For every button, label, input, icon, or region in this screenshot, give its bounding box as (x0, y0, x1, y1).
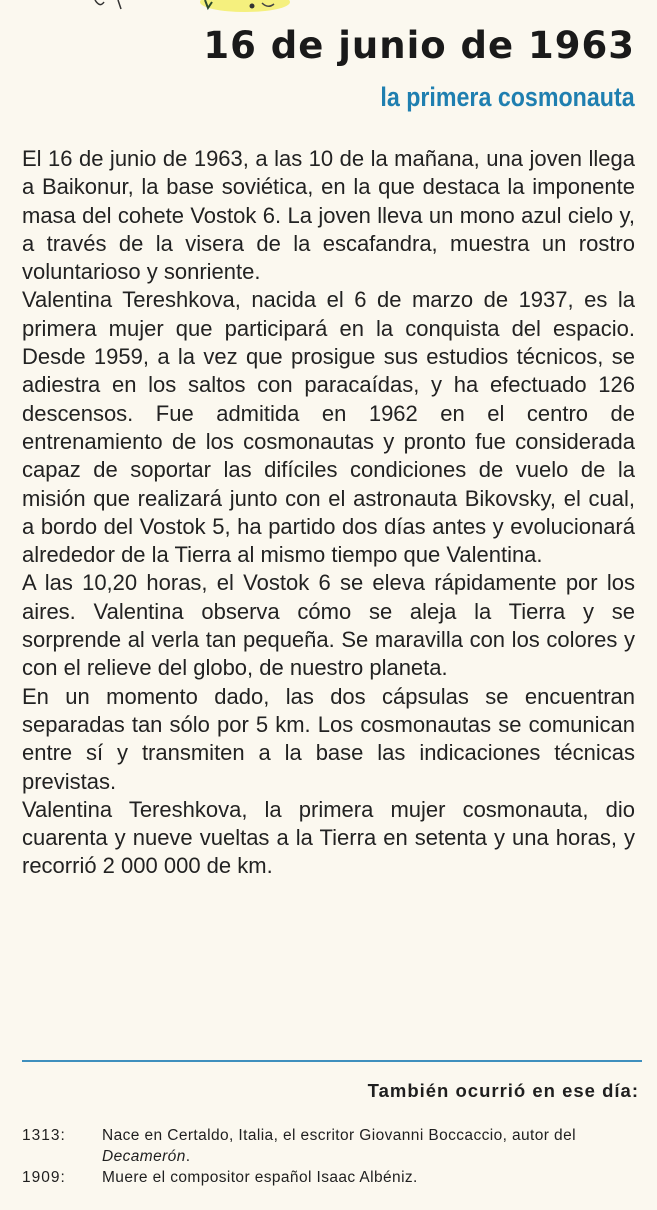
article-body (22, 145, 635, 881)
event-item (22, 1125, 642, 1167)
decorative-illustration-fragment (0, 0, 657, 14)
article-paragraph: En un momento dado, las dos cápsulas se encuentran separadas tan sólo por 5 km. Los cosmonautas se comunican entre sí y transmiten a la base las indicaciones técnicas previstas. (22, 683, 635, 794)
event-text: Nace en Certaldo, Italia, el escritor Giovanni Boccaccio, autor del (102, 1127, 576, 1144)
article-paragraph: A las 10,20 horas, el Vostok 6 se eleva rápidamente por los aires. Valentina observa cómo se aleja la Tierra y se sorprende al verla tan pequeña. Se maravilla con los colores y con el relieve del globo, de nuestro planeta. (22, 570, 635, 681)
page-subtitle: la primera cosmonauta (380, 82, 635, 112)
article-paragraph: Valentina Tereshkova, la primera mujer cosmonauta, dio cuarenta y nueve vueltas a la Tierra en setenta y una horas, y recorrió 2 000 000 de km. (22, 796, 635, 879)
event-item (22, 1167, 642, 1188)
event-description (102, 1125, 642, 1167)
page-title: 16 de junio de 1963 (203, 24, 635, 67)
events-list (22, 1125, 642, 1188)
event-work-title: Decamerón (102, 1148, 186, 1165)
also-happened-heading: También ocurrió en ese día: (367, 1080, 639, 1101)
event-year: 1909: (22, 1169, 66, 1186)
event-year: 1313: (22, 1127, 66, 1144)
event-text-end: . (185, 1148, 191, 1165)
article-paragraph: El 16 de junio de 1963, a las 10 de la mañana, una joven llega a Baikonur, la base soviética, en la que destaca la imponente masa del cohete Vostok 6. La joven lleva un mono azul cielo y, a través de la visera de la escafandra, muestra un rostro voluntarioso y sonriente. (22, 146, 635, 285)
article-paragraph: Valentina Tereshkova, nacida el 6 de marzo de 1937, es la primera mujer que participará en la conquista del espacio. Desde 1959, a la vez que prosigue sus estudios técnicos, se adiestra en los saltos con paracaídas, y ha efectuado 126 descensos. Fue admitida en 1962 en el centro de entrenamiento de los cosmonautas y pronto fue considerada capaz de soportar las difíciles condiciones de vuelo de la misión que realizará junto con el astronauta Bikovsky, el cual, a bordo del Vostok 5, ha partido dos días antes y evolucionará alrededor de la Tierra al mismo tiempo que Valentina. (22, 287, 635, 568)
section-divider (22, 1060, 642, 1062)
event-description (102, 1167, 642, 1188)
event-text: Muere el compositor español Isaac Albéniz. (102, 1169, 418, 1186)
